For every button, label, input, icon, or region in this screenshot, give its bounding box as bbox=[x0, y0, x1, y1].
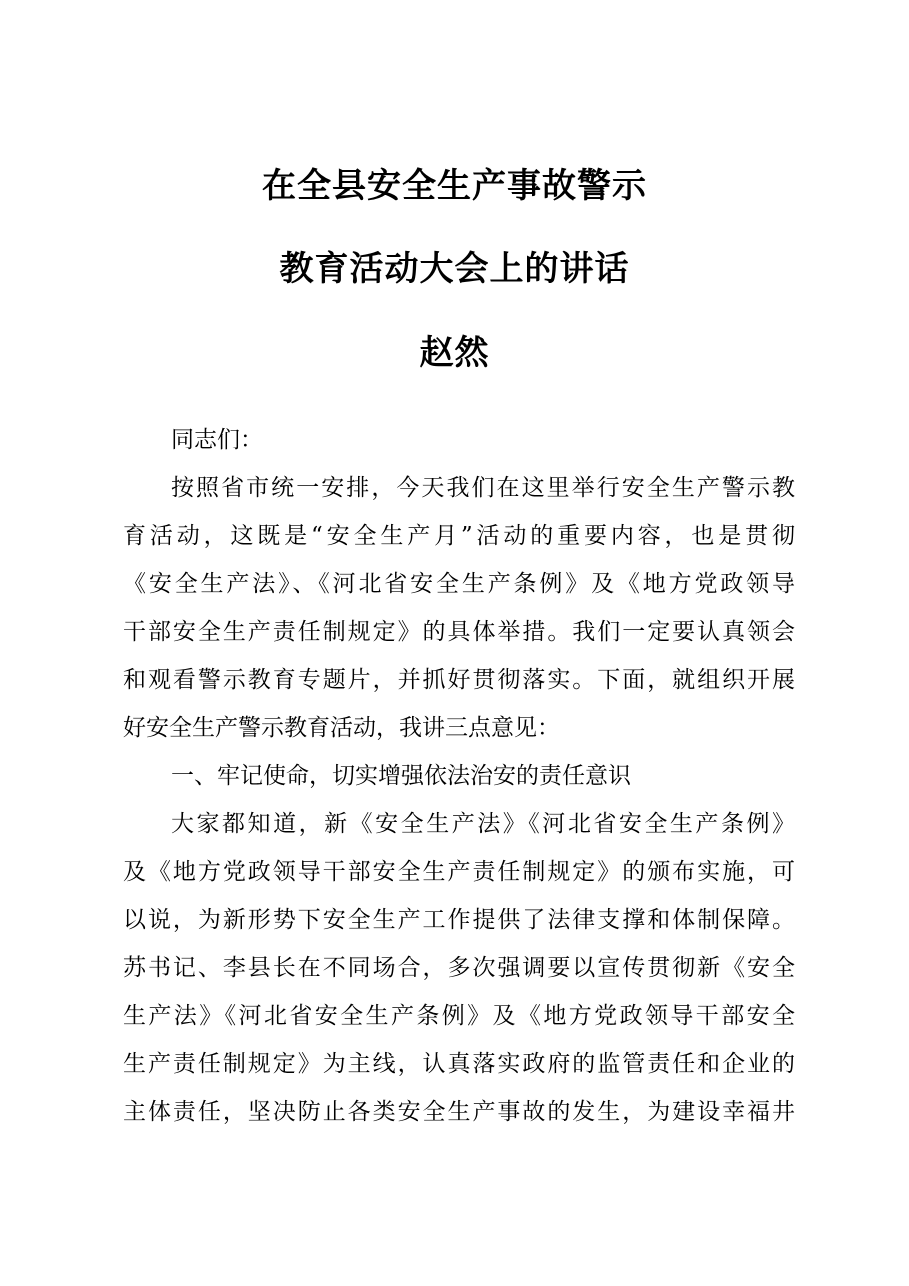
body-line: 和观看警示教育专题片，并抓好贯彻落实。下面，就组织开展 bbox=[123, 667, 795, 693]
author-name: 赵然 bbox=[419, 333, 490, 373]
section-heading: 一、牢记使命，切实增强依法治安的责任意识 bbox=[171, 763, 631, 789]
body-line: 大家都知道，新《安全生产法》《河北省安全生产条例》 bbox=[171, 811, 795, 837]
body-line: 苏书记、李县长在不同场合，多次强调要以宣传贯彻新《安全 bbox=[123, 955, 795, 981]
title-line-2: 教育活动大会上的讲话 bbox=[279, 249, 630, 289]
title-line-1: 在全县安全生产事故警示 bbox=[262, 166, 647, 206]
body-line: 主体责任，坚决防止各类安全生产事故的发生，为建设幸福井 bbox=[123, 1099, 795, 1125]
body-line: 《安全生产法》、《河北省安全生产条例》及《地方党政领导 bbox=[123, 571, 795, 597]
body-line: 干部安全生产责任制规定》的具体举措。我们一定要认真领会 bbox=[123, 619, 795, 645]
body-line: 好安全生产警示教育活动，我讲三点意见： bbox=[123, 715, 560, 741]
body-line: 及《地方党政领导干部安全生产责任制规定》的颁布实施，可 bbox=[123, 859, 795, 885]
body-line: 生产责任制规定》为主线，认真落实政府的监管责任和企业的 bbox=[123, 1051, 795, 1077]
body-line: 按照省市统一安排，今天我们在这里举行安全生产警示教 bbox=[171, 475, 795, 501]
body-line: 生产法》《河北省安全生产条例》及《地方党政领导干部安全 bbox=[123, 1003, 795, 1029]
body-line: 以说，为新形势下安全生产工作提供了法律支撑和体制保障。 bbox=[123, 907, 795, 933]
body-line: 育活动，这既是“安全生产月”活动的重要内容，也是贯彻 bbox=[123, 523, 795, 549]
salutation: 同志们： bbox=[171, 427, 263, 453]
speech-body bbox=[123, 416, 795, 1136]
